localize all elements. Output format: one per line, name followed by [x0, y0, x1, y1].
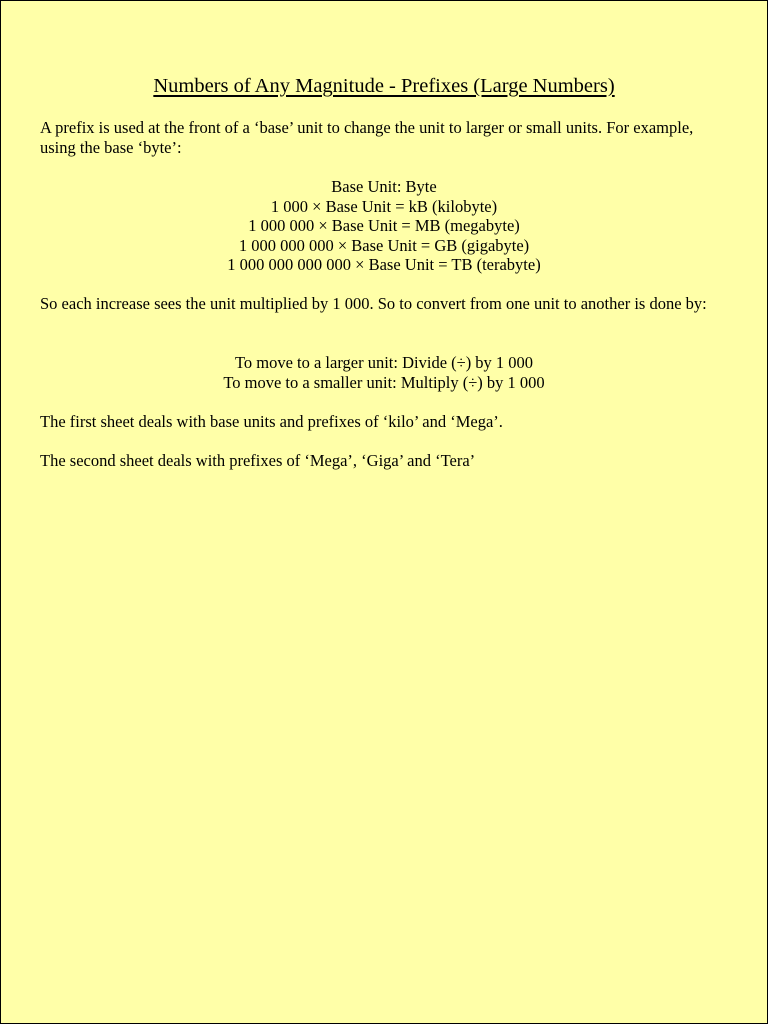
rule-larger-unit: To move to a larger unit: Divide (÷) by 1 000 [234, 353, 534, 372]
conversion-rules [1, 353, 767, 392]
unit-line-base: Base Unit: Byte [331, 177, 437, 196]
sheet-two-note: The second sheet deals with prefixes of ‘Mega’, ‘Giga’ and ‘Tera’ [40, 451, 476, 470]
unit-line-terabyte: 1 000 000 000 000 × Base Unit = TB (terabyte) [227, 255, 541, 275]
sheet-one-note: The first sheet deals with base units and prefixes of ‘kilo’ and ‘Mega’. [40, 412, 503, 431]
unit-list [1, 177, 767, 275]
conversion-paragraph: So each increase sees the unit multiplied by 1 000. So to convert from one unit to another is done by: [40, 294, 707, 313]
unit-line-gigabyte: 1 000 000 000 × Base Unit = GB (gigabyte) [238, 235, 530, 255]
unit-line-megabyte: 1 000 000 × Base Unit = MB (megabyte) [248, 216, 520, 236]
rule-smaller-unit: To move to a smaller unit: Multiply (÷) by 1 000 [223, 372, 545, 392]
page-title: Numbers of Any Magnitude - Prefixes (Large Numbers) [153, 75, 615, 97]
unit-line-kilobyte: 1 000 × Base Unit = kB (kilobyte) [270, 196, 498, 216]
intro-paragraph: A prefix is used at the front of a ‘base’ unit to change the unit to larger or small units. For example, using the base ‘byte’: [40, 118, 694, 157]
